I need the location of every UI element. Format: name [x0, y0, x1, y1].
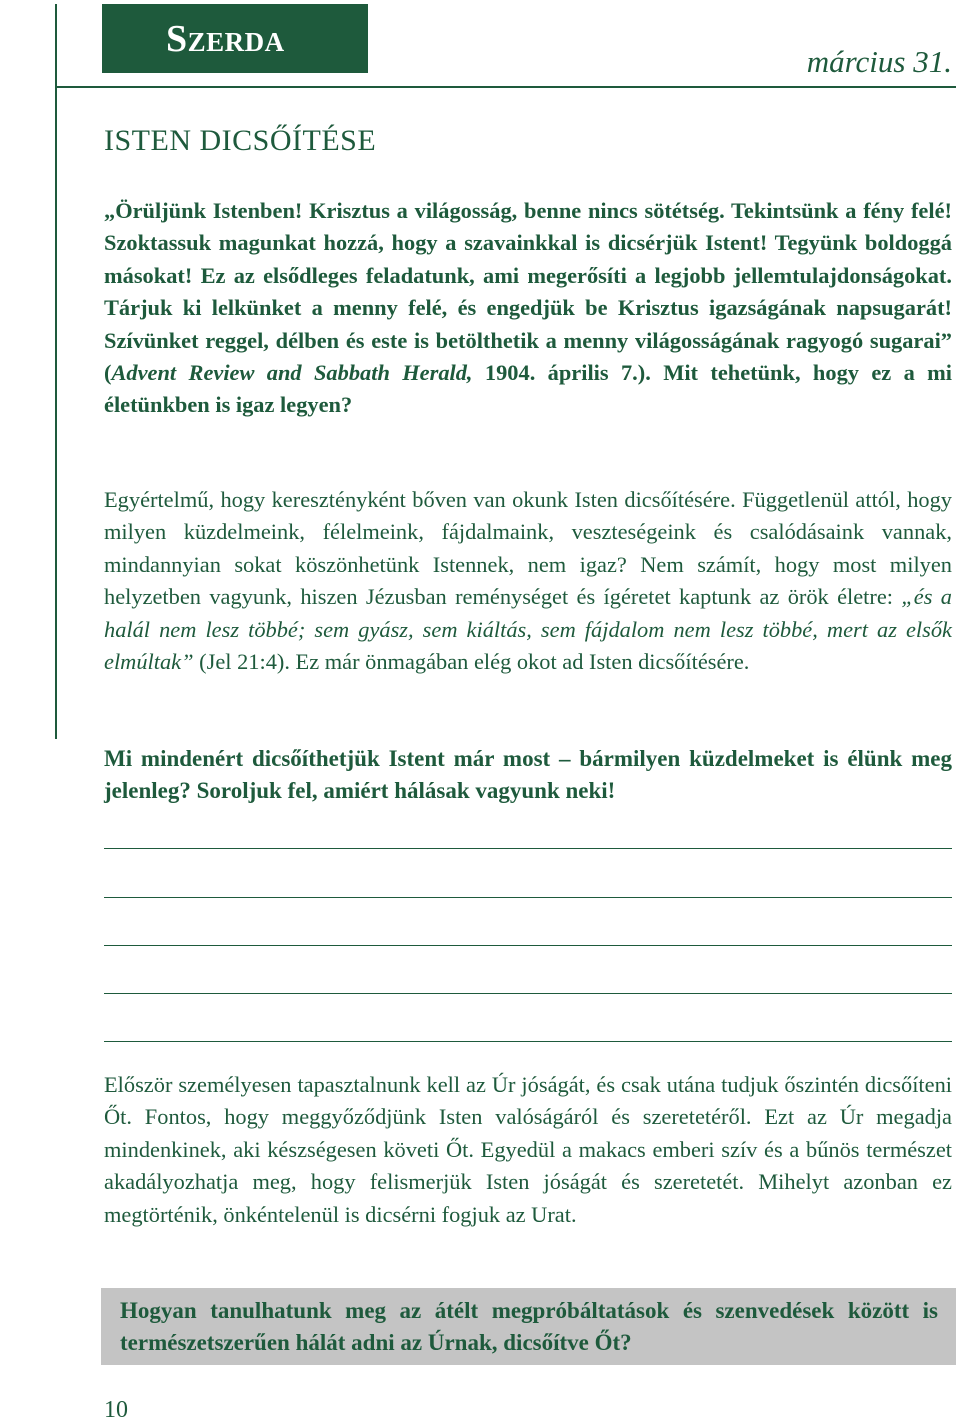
day-banner	[102, 4, 368, 73]
date-label: március 31.	[806, 44, 952, 79]
header-rule	[56, 86, 956, 88]
quote-source: Advent Review and Sabbath Herald,	[111, 360, 473, 386]
day-label: Szerda	[166, 17, 285, 60]
opening-quote	[104, 195, 952, 422]
answer-line	[104, 945, 952, 946]
paragraph-2: Először személyesen tapasztalnunk kell az Úr jóságát, és csak utána tudjuk őszintén dicsőíteni Őt. Fontos, hogy meggyőződjünk Isten valóságáról és szeretetéről. Ezt az Úr megadja mindenkinek, aki készségesen követi Őt. Egyedül a makacs emberi szív és a bűnös természet akadályozhatja meg, hogy felismerjük Isten jóságát és szeretetét. Mihelyt azonban ez megtörténik, önkéntelenül is dicsérni fogjuk az Urat.	[104, 1072, 952, 1227]
answer-line	[104, 993, 952, 994]
paragraph-1-tail: (Jel 21:4). Ez már önmagában elég okot ad Isten dicsőítésére.	[193, 649, 750, 675]
quote-tail: 1904. április 7.). Mit tehetünk, hogy ez a mi életünkben is igaz legyen?	[104, 360, 952, 418]
question-2-box	[101, 1288, 956, 1365]
answer-line	[104, 897, 952, 898]
left-margin-rule	[55, 4, 57, 739]
question-1: Mi mindenért dicsőíthetjük Istent már most – bármilyen küzdelmeket is élünk meg jelenleg? Soroljuk fel, amiért hálásak vagyunk neki!	[104, 746, 952, 804]
paragraph-1	[104, 484, 952, 678]
paragraph-1-text: Egyértelmű, hogy keresztényként bőven van okunk Isten dicsőítésére. Függetlenül attól, hogy milyen küzdelmeink, félelmeink, fájdalmaink, veszteségeink és csalódásaink vannak, mindannyian sokat köszönhetünk Istennek, nem igaz? Nem számít, hogy most milyen helyzetben vagyunk, hiszen Jézusban reménységet és ígéretet kaptunk az örök életre:	[104, 487, 952, 610]
answer-line	[104, 848, 952, 849]
page-title: ISTEN DICSŐÍTÉSE	[104, 124, 377, 157]
quote-text: „Örüljünk Istenben! Krisztus a világosság, benne nincs sötétség. Tekintsünk a fény felé! Szoktassuk magunkat hozzá, hogy a szavainkkal is dicsérjük Istent! Tegyünk boldoggá másokat! Ez az elsődleges feladatunk, ami megerősíti a legjobb jellemtulajdonságokat. Tárjuk ki lelkünket a menny felé, és engedjük be Krisztus igazságának napsugarát! Szívünket reggel, délben és este is betölthetik a menny világosságának ragyogó sugarai” (	[104, 198, 952, 386]
question-2: Hogyan tanulhatunk meg az átélt megpróbáltatások és szenvedések között is természetszerűen hálát adni az Úrnak, dicsőítve Őt?	[120, 1298, 938, 1355]
page-number: 10	[104, 1397, 128, 1423]
answer-line	[104, 1041, 952, 1042]
bible-quote: „és a halál nem lesz többé; sem gyász, sem kiáltás, sem fájdalom nem lesz többé, mert az elsők elmúltak”	[104, 584, 952, 675]
